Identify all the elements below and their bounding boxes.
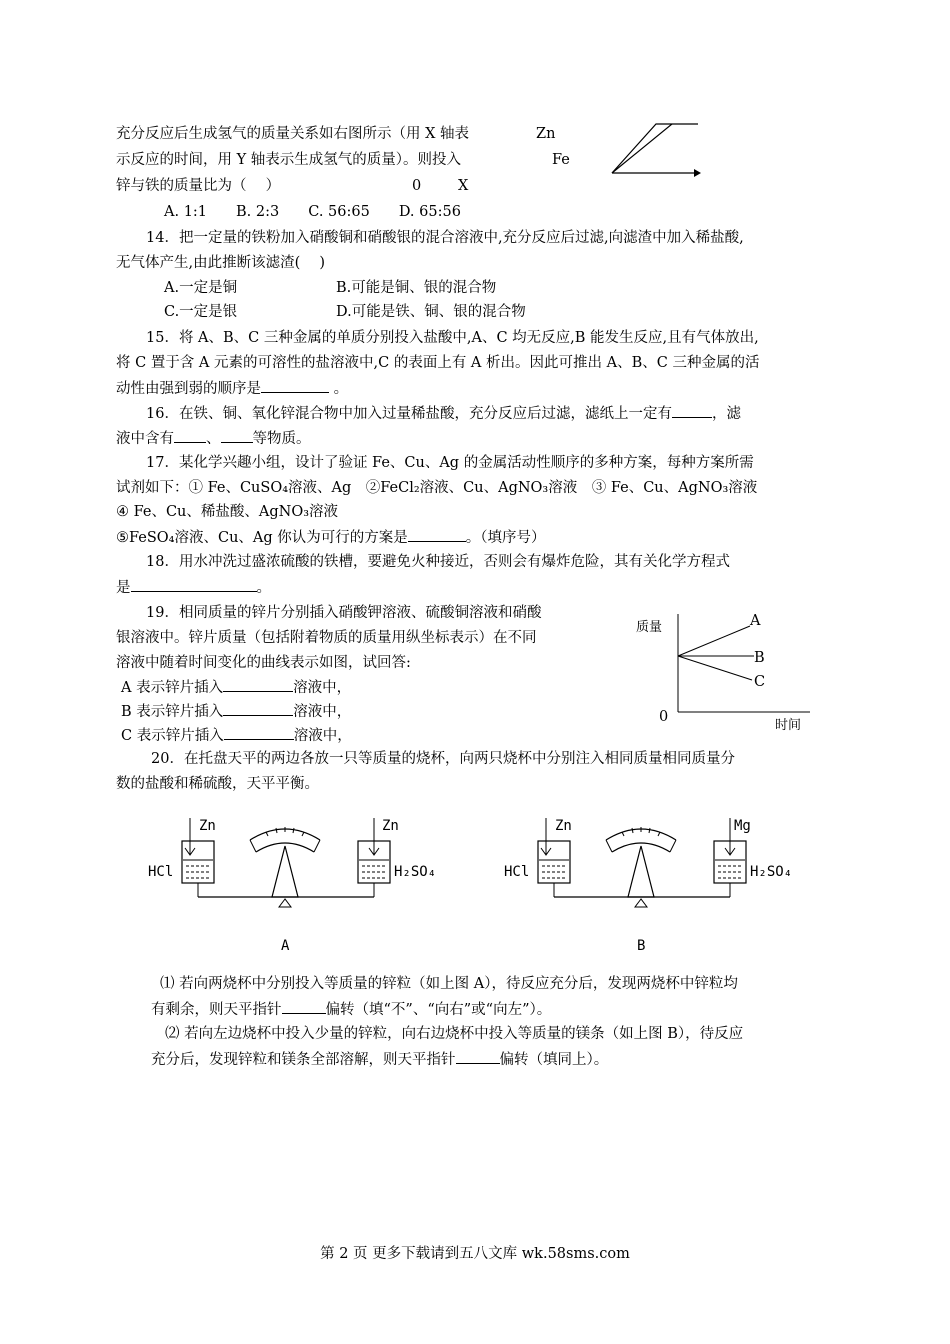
- q13-graph-x-label: X: [458, 178, 469, 194]
- q17-line2: 试剂如下：① Fe、CuSO₄溶液、Ag ②FeCl₂溶液、Cu、AgNO₃溶液 ③ Fe、Cu、AgNO₃溶液: [116, 480, 758, 496]
- q19-answer-c: C 表示锌片插入 溶液中，: [121, 725, 352, 746]
- q20-part2-line1: ⑵ 若向左边烧杯中投入少量的锌粒，向右边烧杯中投入等质量的镁条（如上图 B），待反应: [165, 1026, 744, 1042]
- q14-line2: 无气体产生,由此推断该滤渣( ): [116, 255, 326, 271]
- q14-option-d: D.可能是铁、铜、银的混合物: [336, 304, 526, 320]
- q17-answer-blank[interactable]: [408, 527, 466, 542]
- q13-line1: 充分反应后生成氢气的质量关系如右图所示（用 X 轴表: [116, 126, 470, 142]
- q16-filtrate-blank-1[interactable]: [174, 428, 206, 443]
- q17-line4: ⑤FeSO₄溶液、Cu、Ag 你认为可行的方案是 。（填序号）: [116, 527, 546, 548]
- q19-curve-a: [678, 626, 750, 656]
- q13-line2: 示反应的时间，用 Y 轴表示生成氢气的质量）。则投入: [116, 152, 462, 168]
- fig-b-left-metal: Zn: [555, 818, 572, 834]
- q17-line3: ④ Fe、Cu、稀盐酸、AgNO₃溶液: [116, 504, 339, 520]
- q20-line2: 数的盐酸和稀硫酸，天平平衡。: [116, 776, 319, 792]
- q14-option-c: C.一定是银: [164, 304, 238, 320]
- q15-answer-blank[interactable]: [261, 378, 329, 393]
- q20-part2-blank[interactable]: [456, 1049, 500, 1064]
- page-footer: 第 2 页 更多下载请到五八文库 wk.58sms.com: [320, 1246, 630, 1262]
- q20-part2-line2: 充分后，发现锌粒和镁条全部溶解，则天平指针 偏转（填同上）。: [151, 1049, 608, 1070]
- q18-equation-blank[interactable]: [131, 577, 257, 592]
- fig-a-right-acid: H₂SO₄: [394, 864, 437, 880]
- q19-graph-origin: 0: [659, 709, 669, 725]
- q13-options: A. 1:1 B. 2:3 C. 56:65 D. 65:56: [164, 204, 461, 220]
- q16-line1: 16．在铁、铜、氧化锌混合物中加入过量稀盐酸，充分反应后过滤，滤纸上一定有 ，滤: [146, 403, 741, 424]
- q20-part1-line2: 有剩余，则天平指针 偏转（填“不”、“向右”或“向左”）。: [151, 999, 551, 1020]
- q19-curve-c: [678, 656, 752, 680]
- q15-line3: 动性由强到弱的顺序是 。: [116, 378, 348, 399]
- q13-line3: 锌与铁的质量比为（ ）: [116, 178, 281, 194]
- q13-hydrogen-graph: [604, 116, 704, 186]
- q19-graph-xlabel: 时间: [775, 718, 802, 733]
- fig-a-left-acid: HCl: [148, 864, 174, 880]
- q20-part1-blank[interactable]: [282, 999, 326, 1014]
- q19-graph-label-a: A: [750, 613, 761, 629]
- q15-line1: 15．将 A、B、C 三种金属的单质分别投入盐酸中,A、C 均无反应,B 能发生反应,且有气体放出,: [146, 330, 759, 346]
- q20-balance-figure-b: [502, 808, 812, 958]
- q19-answer-a: A 表示锌片插入 溶液中，: [121, 677, 351, 698]
- q19-graph-label-b: B: [754, 650, 765, 666]
- q14-option-a: A.一定是铜: [164, 280, 238, 296]
- fig-a-left-metal: Zn: [199, 818, 216, 834]
- q20-part1-line1: ⑴ 若向两烧杯中分别投入等质量的锌粒（如上图 A），待反应充分后，发现两烧杯中锌粒均: [160, 976, 738, 992]
- q13-graph-fe-label: Fe: [552, 152, 570, 168]
- q14-line1: 14．把一定量的铁粉加入硝酸铜和硝酸银的混合溶液中,充分反应后过滤,向滤渣中加入稀盐酸,: [146, 230, 744, 246]
- q19-graph-ylabel: 质量: [636, 620, 663, 635]
- fig-b-right-metal: Mg: [734, 818, 751, 834]
- fig-a-caption: A: [281, 938, 290, 954]
- q15-line2: 将 C 置于含 A 元素的可溶性的盐溶液中,C 的表面上有 A 析出。因此可推出 A、B、C 三种金属的活: [116, 355, 760, 371]
- q19-line2: 银溶液中。锌片质量（包括附着物质的质量用纵坐标表示）在不同: [116, 630, 537, 646]
- q13-graph-zn-label: Zn: [536, 126, 556, 142]
- q20-balance-figure-a: [146, 808, 456, 958]
- q19-blank-b[interactable]: [223, 701, 293, 716]
- q19-graph-label-c: C: [754, 674, 766, 690]
- q17-line1: 17．某化学兴趣小组，设计了验证 Fe、Cu、Ag 的金属活动性顺序的多种方案，每种方案所需: [146, 455, 754, 471]
- q18-line1: 18．用水冲洗过盛浓硫酸的铁槽，要避免火种接近，否则会有爆炸危险，其有关化学方程式: [146, 554, 730, 570]
- q19-answer-b: B 表示锌片插入 溶液中，: [121, 701, 351, 722]
- q18-line2: 是 。: [116, 577, 271, 598]
- fig-b-left-acid: HCl: [504, 864, 530, 880]
- q14-option-b: B.可能是铜、银的混合物: [336, 280, 497, 296]
- q16-residue-blank[interactable]: [672, 403, 712, 418]
- fig-b-caption: B: [637, 938, 646, 954]
- q19-blank-c[interactable]: [224, 725, 294, 740]
- q13-graph-origin-label: 0: [412, 178, 422, 194]
- q16-filtrate-blank-2[interactable]: [221, 428, 253, 443]
- q19-line1: 19．相同质量的锌片分别插入硝酸钾溶液、硫酸铜溶液和硝酸: [146, 605, 542, 621]
- q16-line2: 液中含有 、 等物质。: [116, 428, 311, 449]
- q19-blank-a[interactable]: [223, 677, 293, 692]
- fig-b-right-acid: H₂SO₄: [750, 864, 793, 880]
- fig-a-right-metal: Zn: [382, 818, 399, 834]
- q20-line1: 20．在托盘天平的两边各放一只等质量的烧杯，向两只烧杯中分别注入相同质量相同质量分: [151, 751, 735, 767]
- q19-mass-time-graph: [670, 610, 820, 720]
- q19-line3: 溶液中随着时间变化的曲线表示如图，试回答:: [116, 655, 411, 671]
